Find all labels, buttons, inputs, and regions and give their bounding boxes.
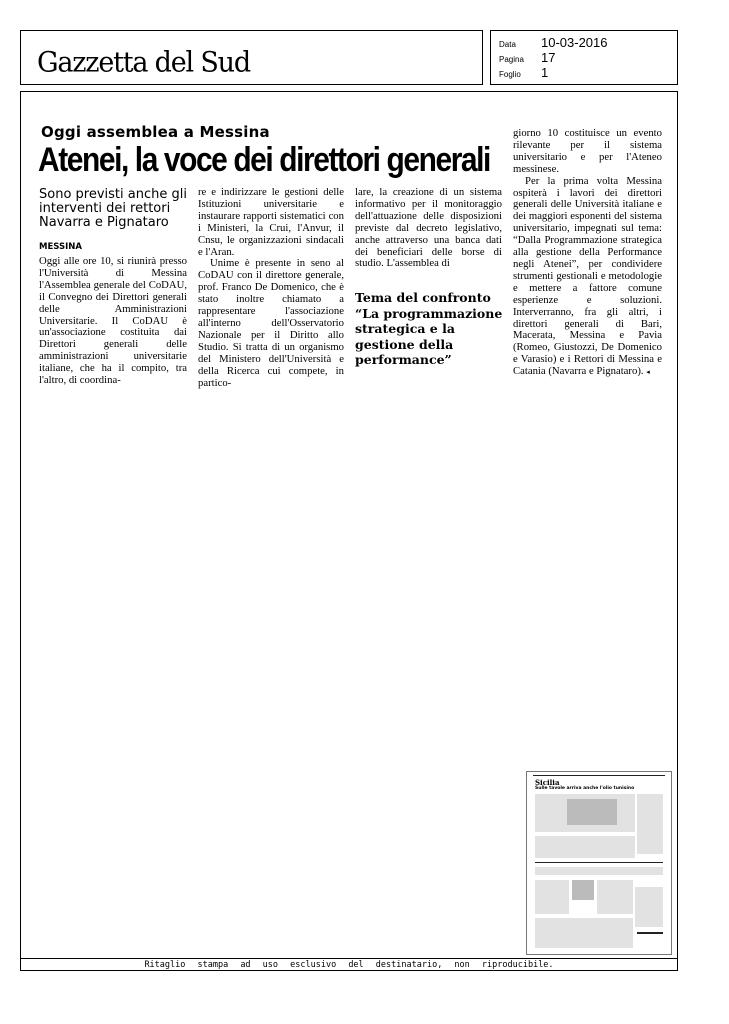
thumb-headline: Sulle tavole arriva anche l'olio tunisino bbox=[535, 786, 635, 791]
column-1-text: Oggi alle ore 10, si riunirà presso l'Università di Messina l'Assemblea generale del CoDAU, il Convegno dei Direttori generali delle Amministrazioni Universitarie. Il CoDAU è un'associazione costituita dai Direttori generali delle amministrazioni universitarie italiane, che ha il compito, tra l'altro, di coordina- bbox=[39, 255, 187, 387]
thumb-rule-mid bbox=[535, 862, 663, 863]
thumb-section: Sicilia bbox=[535, 778, 560, 787]
thumb-text-block-4 bbox=[597, 880, 633, 914]
article-kicker: Oggi assemblea a Messina bbox=[41, 123, 270, 141]
thumb-text-block-5 bbox=[535, 918, 633, 948]
thumb-side-text bbox=[637, 794, 663, 854]
column-4 bbox=[513, 128, 662, 379]
column-2 bbox=[198, 187, 344, 389]
date-label: Data bbox=[499, 40, 516, 49]
column-2-paragraph-1: re e indirizzare le gestioni delle Istituzioni universitarie e instaurare rapporti sistematici con i Ministeri, la Crui, l'Anvur, il Cnsu, le organizzazioni sindacali e l'Aran. bbox=[198, 186, 344, 258]
article-subheadline: Sono previsti anche gli interventi dei rettori Navarra e Pignataro bbox=[39, 187, 187, 230]
column-3-text: lare, la creazione di un sistema informativo per il monitoraggio dell'attuazione delle disposizioni previste dal decreto legislativo, anche attraverso una banca dati dei beneficiari delle borse di studio. L'assemblea di bbox=[355, 186, 502, 270]
column-4-paragraph-1: giorno 10 costituisce un evento rilevante per il sistema universitario e per l'Ateneo messinese. bbox=[513, 127, 662, 175]
dateline: MESSINA bbox=[39, 242, 82, 252]
article-headline: Atenei, la voce dei direttori generali bbox=[38, 141, 490, 179]
column-1 bbox=[39, 256, 187, 387]
meta-box bbox=[490, 30, 678, 85]
masthead-box bbox=[20, 30, 483, 85]
date-value: 10-03-2016 bbox=[541, 35, 608, 50]
page-value: 17 bbox=[541, 50, 556, 65]
column-3 bbox=[355, 187, 502, 270]
pull-quote: Tema del confronto “La programmazione strategica e la gestione della performance” bbox=[355, 290, 503, 367]
thumb-photo-1 bbox=[567, 799, 617, 825]
thumb-headline-2 bbox=[535, 867, 663, 875]
page-thumbnail bbox=[526, 771, 672, 955]
column-2-paragraph-2: Unime è presente in seno al CoDAU con il direttore generale, prof. Franco De Domenico, che è stato inoltre chiamato a rappresentare l'associazione all'interno dell'Osservatorio Nazionale per il Diritto allo Studio. Si tratta di un organismo del Ministero dell'Università e della Ricerca cui compete, in partico- bbox=[198, 257, 344, 389]
column-4-paragraph-2-text: Per la prima volta Messina ospiterà i lavori dei direttori generali delle Università italiane e dei maggiori esponenti del sistema universitario, impegnati sul tema: “Dalla Programmazione strategica alla gestione della Performance negli Atenei”, per condividere strumenti gestionali e metodologie e mettere a fattore comune esperienze e soluzioni. Interverranno, fra gli altri, i direttori generali di Bari, Macerata, Messina e Pavia (Romeo, Giustozzi, De Domenico e Varasio) e i Rettori di Messina e Catania (Navarra e Pignataro). bbox=[513, 174, 662, 378]
thumb-rule-small bbox=[637, 932, 663, 934]
column-4-paragraph-2 bbox=[513, 176, 662, 379]
copyright-notice: Ritaglio stampa ad uso esclusivo del destinatario, non riproducibile. bbox=[20, 958, 678, 972]
meta-sheet bbox=[499, 64, 548, 82]
thumb-text-block-2 bbox=[535, 836, 635, 858]
thumb-text-block-3 bbox=[535, 880, 569, 914]
end-mark: ◂ bbox=[646, 368, 650, 377]
thumb-side-text-2 bbox=[635, 887, 663, 927]
thumb-photo-2 bbox=[572, 880, 594, 900]
thumb-rule-top bbox=[533, 775, 665, 776]
sheet-label: Foglio bbox=[499, 70, 521, 79]
sheet-value: 1 bbox=[541, 65, 549, 80]
masthead: Gazzetta del Sud bbox=[37, 46, 250, 79]
page-label: Pagina bbox=[499, 55, 524, 64]
